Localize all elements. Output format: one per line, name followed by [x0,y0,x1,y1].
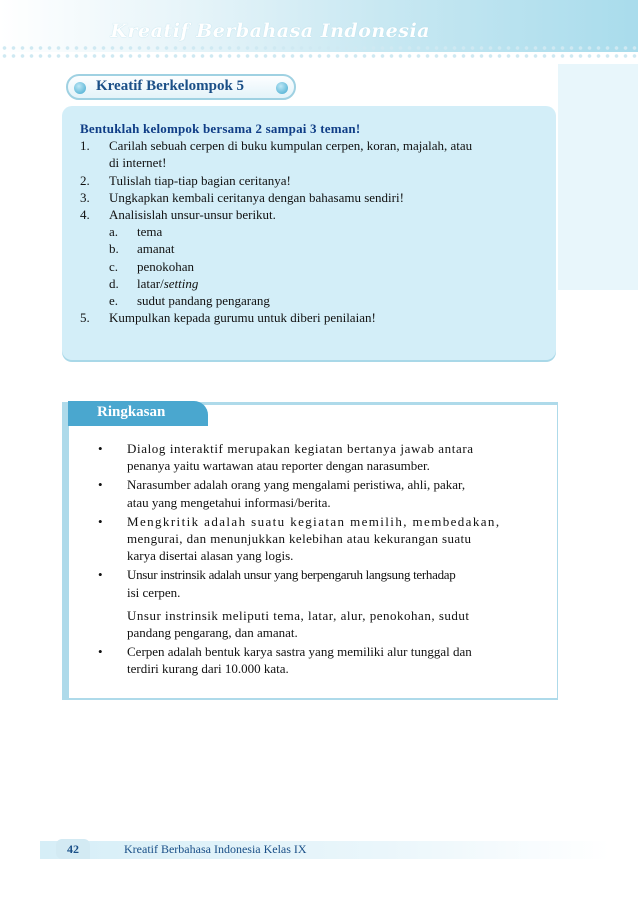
summary-point-5 [98,643,540,677]
activity-content [80,120,550,326]
activity-title: Kreatif Berkelompok 5 [96,78,245,94]
point-line: Mengkritik adalah suatu kegiatan memilih, membedakan, [127,513,501,529]
point-line: mengurai, dan menunjukkan kelebihan atau kekurangan suatu [127,531,472,547]
item-text: di internet! [109,155,167,171]
subitem-a [109,223,550,240]
item-number: 1. [80,138,90,154]
pill-left-dot-icon [74,82,86,94]
subitem-c [109,258,550,275]
subitem-text: tema [137,224,163,240]
activity-title-pill [66,74,296,100]
point-line: Cerpen adalah bentuk karya sastra yang memiliki alur tunggal dan [127,644,472,660]
activity-item-4 [80,206,550,309]
bullet-icon: • [98,513,103,529]
activity-item-3 [80,189,550,206]
subitem-text-main: latar/ [137,275,164,291]
item-number: 4. [80,207,90,223]
subitem-text: penokohan [137,258,195,274]
summary-title: Ringkasan [97,404,166,420]
point-line: Dialog interaktif merupakan kegiatan bertanya jawab antara [127,441,474,456]
page-number: 42 [56,839,90,859]
subitem-text: amanat [137,241,175,257]
subitem-b [109,240,550,257]
item-number: 2. [80,172,90,188]
subitem-letter: a. [109,224,119,240]
decorative-side-strip [558,64,638,290]
item-text: Tulislah tiap-tiap bagian ceritanya! [109,172,291,188]
pill-right-dot-icon [276,82,288,94]
activity-item-5 [80,309,550,326]
summary-content [98,440,540,680]
footer-book-title: Kreatif Berbahasa Indonesia Kelas IX [124,842,307,856]
subitem-text [137,275,550,292]
subitem-e [109,292,550,309]
summary-title-tab [68,401,208,426]
item-text: Carilah sebuah cerpen di buku kumpulan cerpen, koran, majalah, atau [109,138,473,154]
point-line: isi cerpen. [127,584,181,600]
activity-intro: Bentuklah kelompok bersama 2 sampai 3 teman! [80,121,361,136]
point-line: Narasumber adalah orang yang mengalami peristiwa, ahli, pakar, [127,477,466,493]
summary-point-4 [98,566,540,600]
point-line: terdiri kurang dari 10.000 kata. [127,661,289,677]
subitem-text: sudut pandang pengarang [137,293,270,309]
book-title-header: Kreatif Berbahasa Indonesia [110,20,430,42]
subitem-d [109,275,550,292]
paragraph-line: pandang pengarang, dan amanat. [127,625,298,641]
summary-point-2 [98,476,540,510]
summary-point-3 [98,513,540,565]
subitem-text-italic: setting [163,275,199,291]
item-number: 3. [80,189,90,205]
point-line: penanya yaitu wartawan atau reporter dengan narasumber. [127,458,430,474]
item-text: Analisislah unsur-unsur berikut. [109,207,276,223]
activity-item-2 [80,172,550,189]
item-text: Ungkapkan kembali ceritanya dengan bahasamu sendiri! [109,189,404,205]
point-line: karya disertai alasan yang logis. [127,548,294,564]
subitem-letter: b. [109,241,119,257]
bullet-icon: • [98,477,103,493]
summary-point-1 [98,440,540,474]
item-number: 5. [80,310,90,326]
bullet-icon: • [98,567,103,583]
bullet-icon: • [98,441,103,456]
header-dot-pattern [0,44,638,60]
subitem-letter: c. [109,258,119,274]
bullet-icon: • [98,644,103,660]
subitem-letter: e. [109,293,119,309]
point-line: atau yang mengetahui informasi/berita. [127,494,331,510]
activity-item-1 [80,137,550,171]
item-text: Kumpulkan kepada gurumu untuk diberi penilaian! [109,310,376,326]
subitem-letter: d. [109,275,119,291]
point-line: Unsur instrinsik adalah unsur yang berpengaruh langsung terhadap [127,567,456,583]
summary-extra-paragraph [127,607,540,641]
paragraph-line: Unsur instrinsik meliputi tema, latar, alur, penokohan, sudut [127,607,470,623]
